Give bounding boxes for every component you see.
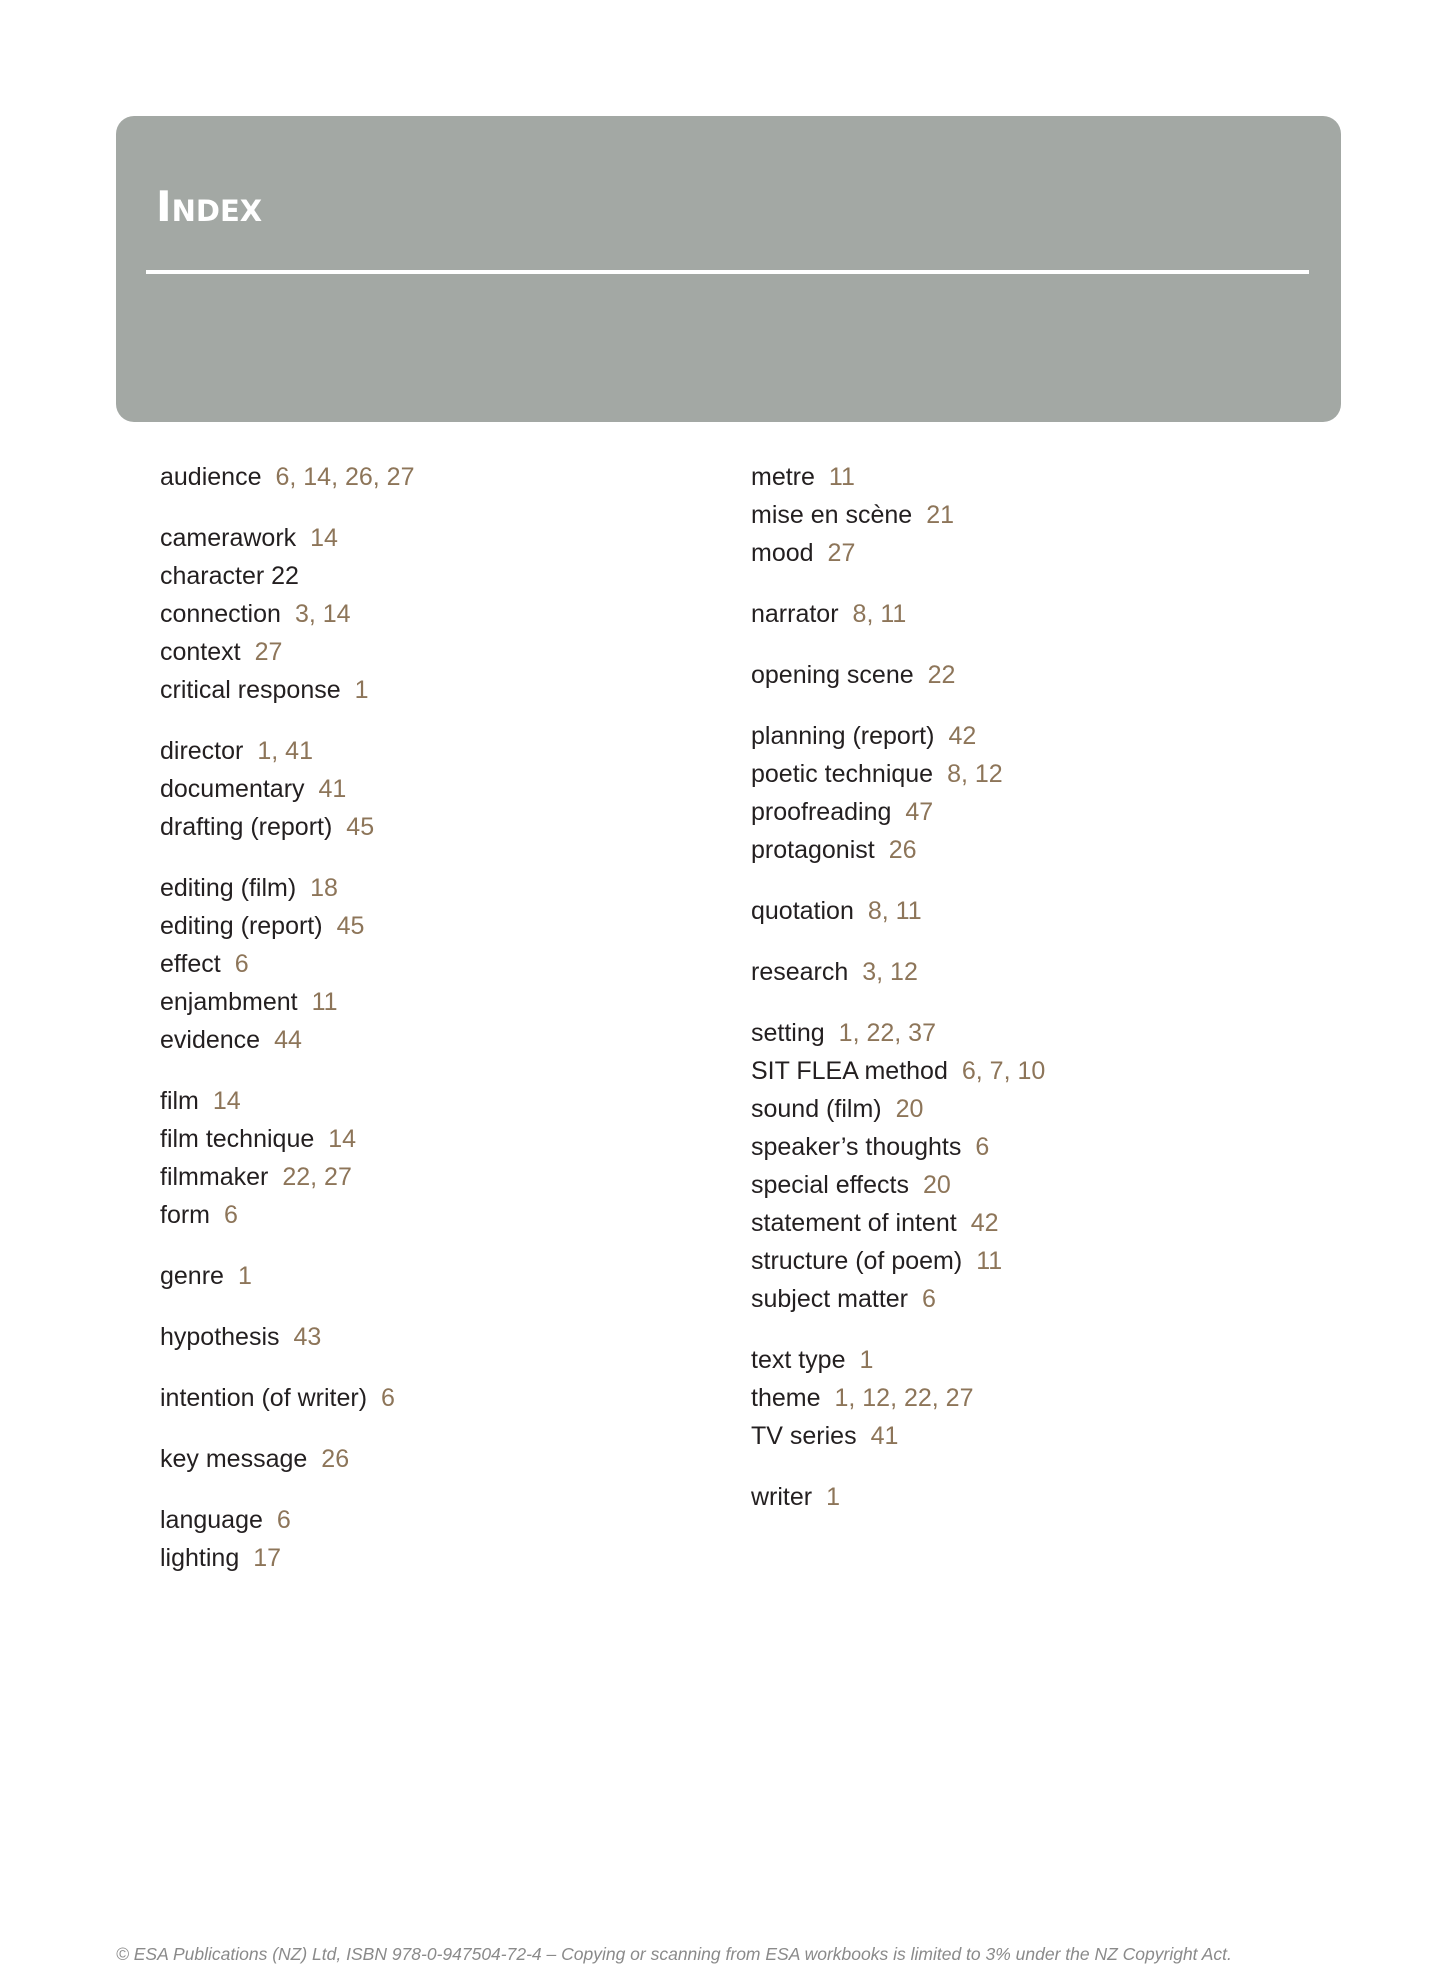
index-entry: [160, 1120, 720, 1158]
index-term: audience: [160, 463, 262, 491]
index-group: [751, 656, 1311, 694]
index-page-numbers: 20: [922, 1171, 951, 1199]
index-page-numbers: 6: [224, 1201, 238, 1229]
index-term: statement of intent: [751, 1209, 957, 1237]
index-entry: [751, 1280, 1311, 1318]
index-page-numbers: 1: [826, 1483, 841, 1511]
index-page-numbers: 20: [895, 1095, 924, 1123]
index-page-numbers: 45: [346, 813, 375, 841]
index-group: [751, 953, 1311, 991]
index-entry: [751, 1341, 1311, 1379]
index-term: poetic technique: [751, 760, 934, 788]
index-page-numbers: 6, 14, 26, 27: [275, 463, 415, 491]
index-page-numbers: 1, 22, 37: [838, 1019, 936, 1047]
index-entry: [160, 458, 720, 496]
page-title: Index: [156, 182, 263, 231]
index-page-numbers: 14: [212, 1087, 241, 1115]
index-entry: [751, 1417, 1311, 1455]
index-entry: [751, 595, 1311, 633]
index-term: critical response: [160, 676, 341, 704]
index-term: research: [751, 958, 849, 986]
index-entry: [751, 1014, 1311, 1052]
index-entry: [751, 1478, 1311, 1516]
index-term: speaker’s thoughts: [751, 1133, 962, 1161]
index-term: director: [160, 737, 244, 765]
index-entry: [160, 1196, 720, 1234]
index-term: language: [160, 1506, 263, 1534]
index-entry: [751, 534, 1311, 572]
index-entry: [160, 1440, 720, 1478]
index-page-numbers: 27: [827, 539, 856, 567]
index-term: sound (film): [751, 1095, 882, 1123]
index-page-numbers: 1: [354, 676, 369, 704]
index-term: intention (of writer): [160, 1384, 368, 1412]
index-page-numbers: 6: [922, 1285, 936, 1313]
index-term: filmmaker: [160, 1163, 269, 1191]
index-group: [160, 869, 720, 1059]
index-entry: [751, 496, 1311, 534]
index-term: film: [160, 1087, 199, 1115]
index-entry: [751, 458, 1311, 496]
index-group: [751, 1341, 1311, 1455]
index-term: documentary: [160, 775, 305, 803]
index-term: structure (of poem): [751, 1247, 963, 1275]
index-entry: [160, 633, 720, 671]
index-term: effect: [160, 950, 221, 978]
index-entry: [160, 732, 720, 770]
index-entry: [751, 1052, 1311, 1090]
index-entry: [160, 671, 720, 709]
index-term: context: [160, 638, 241, 666]
index-entry: [160, 595, 720, 633]
index-term: character 22: [160, 562, 299, 590]
index-group: [751, 458, 1311, 572]
index-entry: [160, 1158, 720, 1196]
index-page-numbers: 6, 7, 10: [961, 1057, 1046, 1085]
copyright-footer: © ESA Publications (NZ) Ltd, ISBN 978-0-947504-72-4 – Copying or scanning from ESA workbooks is limited to 3% under the NZ Copyright Act.: [116, 1944, 1232, 1964]
index-entry: [751, 1379, 1311, 1417]
index-page-numbers: 47: [905, 798, 934, 826]
index-page-numbers: 14: [328, 1125, 357, 1153]
index-page-numbers: 42: [948, 722, 977, 750]
index-group: [160, 1082, 720, 1234]
index-entry: [751, 1204, 1311, 1242]
index-entry: [160, 1257, 720, 1295]
index-term: proofreading: [751, 798, 892, 826]
index-term: evidence: [160, 1026, 261, 1054]
index-term: film technique: [160, 1125, 315, 1153]
index-group: [160, 1501, 720, 1577]
index-page-numbers: 6: [234, 950, 249, 978]
index-group: [160, 732, 720, 846]
index-term: setting: [751, 1019, 825, 1047]
index-page-numbers: 8, 11: [852, 600, 907, 628]
index-entry: [751, 656, 1311, 694]
index-entry: [751, 1090, 1311, 1128]
index-entry: [751, 793, 1311, 831]
index-entry: [160, 869, 720, 907]
index-term: SIT FLEA method: [751, 1057, 948, 1085]
index-group: [751, 1478, 1311, 1516]
index-group: [751, 892, 1311, 930]
index-page-numbers: 45: [336, 912, 365, 940]
index-page-numbers: 1: [859, 1346, 874, 1374]
index-term: lighting: [160, 1544, 240, 1572]
index-page-numbers: 41: [318, 775, 347, 803]
index-term: protagonist: [751, 836, 875, 864]
index-page-numbers: 27: [254, 638, 283, 666]
index-term: camerawork: [160, 524, 297, 552]
index-entry: [751, 892, 1311, 930]
index-term: theme: [751, 1384, 821, 1412]
index-page-numbers: 42: [970, 1209, 999, 1237]
index-entry: [160, 945, 720, 983]
index-entry: [751, 717, 1311, 755]
index-entry: [160, 1501, 720, 1539]
index-page-numbers: 1, 41: [257, 737, 313, 765]
header-banner: [116, 116, 1341, 422]
index-term: special effects: [751, 1171, 909, 1199]
index-page-numbers: 44: [274, 1026, 302, 1054]
index-term: editing (report): [160, 912, 323, 940]
index-page-numbers: 1, 12, 22, 27: [834, 1384, 974, 1412]
index-term: planning (report): [751, 722, 935, 750]
index-term: mise en scène: [751, 501, 913, 529]
index-page-numbers: 6: [975, 1133, 990, 1161]
index-group: [160, 1379, 720, 1417]
index-page-numbers: 43: [293, 1323, 322, 1351]
index-page-numbers: 3, 14: [294, 600, 351, 628]
index-page-numbers: 11: [311, 988, 338, 1016]
index-page-numbers: 18: [310, 874, 338, 902]
index-column-right: [751, 458, 1311, 1539]
index-group: [160, 1257, 720, 1295]
index-term: subject matter: [751, 1285, 909, 1313]
index-page-numbers: 1: [237, 1262, 252, 1290]
index-term: mood: [751, 539, 814, 567]
index-entry: [751, 1242, 1311, 1280]
index-term: writer: [751, 1483, 813, 1511]
index-group: [751, 1014, 1311, 1318]
index-entry: [160, 1021, 720, 1059]
index-term: TV series: [751, 1422, 857, 1450]
index-page-numbers: 41: [870, 1422, 899, 1450]
index-page-numbers: 26: [321, 1445, 350, 1473]
index-term: connection: [160, 600, 281, 628]
index-page-numbers: 17: [253, 1544, 282, 1572]
index-page-numbers: 22, 27: [282, 1163, 352, 1191]
index-term: opening scene: [751, 661, 914, 689]
index-group: [160, 1440, 720, 1478]
index-term: drafting (report): [160, 813, 333, 841]
index-entry: [160, 519, 720, 557]
index-entry: [751, 755, 1311, 793]
index-page-numbers: 8, 12: [947, 760, 1003, 788]
index-page-numbers: 21: [926, 501, 955, 529]
index-term: form: [160, 1201, 210, 1229]
index-group: [751, 717, 1311, 869]
index-entry: [751, 831, 1311, 869]
index-entry: [160, 1539, 720, 1577]
index-entry: [160, 808, 720, 846]
index-group: [160, 458, 720, 496]
index-group: [751, 595, 1311, 633]
index-page-numbers: 14: [310, 524, 338, 552]
index-term: genre: [160, 1262, 224, 1290]
index-entry: [160, 557, 720, 595]
index-entry: [160, 983, 720, 1021]
index-entry: [160, 907, 720, 945]
index-page-numbers: 11: [828, 463, 855, 491]
index-term: hypothesis: [160, 1323, 280, 1351]
index-term: narrator: [751, 600, 839, 628]
index-term: enjambment: [160, 988, 298, 1016]
index-page-numbers: 22: [927, 661, 956, 689]
index-term: key message: [160, 1445, 308, 1473]
index-page-numbers: 6: [276, 1506, 291, 1534]
index-term: quotation: [751, 897, 854, 925]
index-term: text type: [751, 1346, 846, 1374]
index-entry: [160, 1318, 720, 1356]
index-entry: [751, 1128, 1311, 1166]
index-entry: [751, 953, 1311, 991]
index-page-numbers: 11: [976, 1247, 1003, 1275]
index-term: metre: [751, 463, 815, 491]
index-entry: [160, 1082, 720, 1120]
index-term: editing (film): [160, 874, 297, 902]
index-page-numbers: 8, 11: [867, 897, 922, 925]
index-entry: [160, 770, 720, 808]
title-underline: [146, 270, 1309, 274]
index-page-numbers: 26: [888, 836, 917, 864]
index-group: [160, 519, 720, 709]
index-page-numbers: 3, 12: [862, 958, 918, 986]
index-column-left: [160, 458, 720, 1600]
index-page-numbers: 6: [381, 1384, 395, 1412]
index-entry: [160, 1379, 720, 1417]
index-group: [160, 1318, 720, 1356]
index-entry: [751, 1166, 1311, 1204]
